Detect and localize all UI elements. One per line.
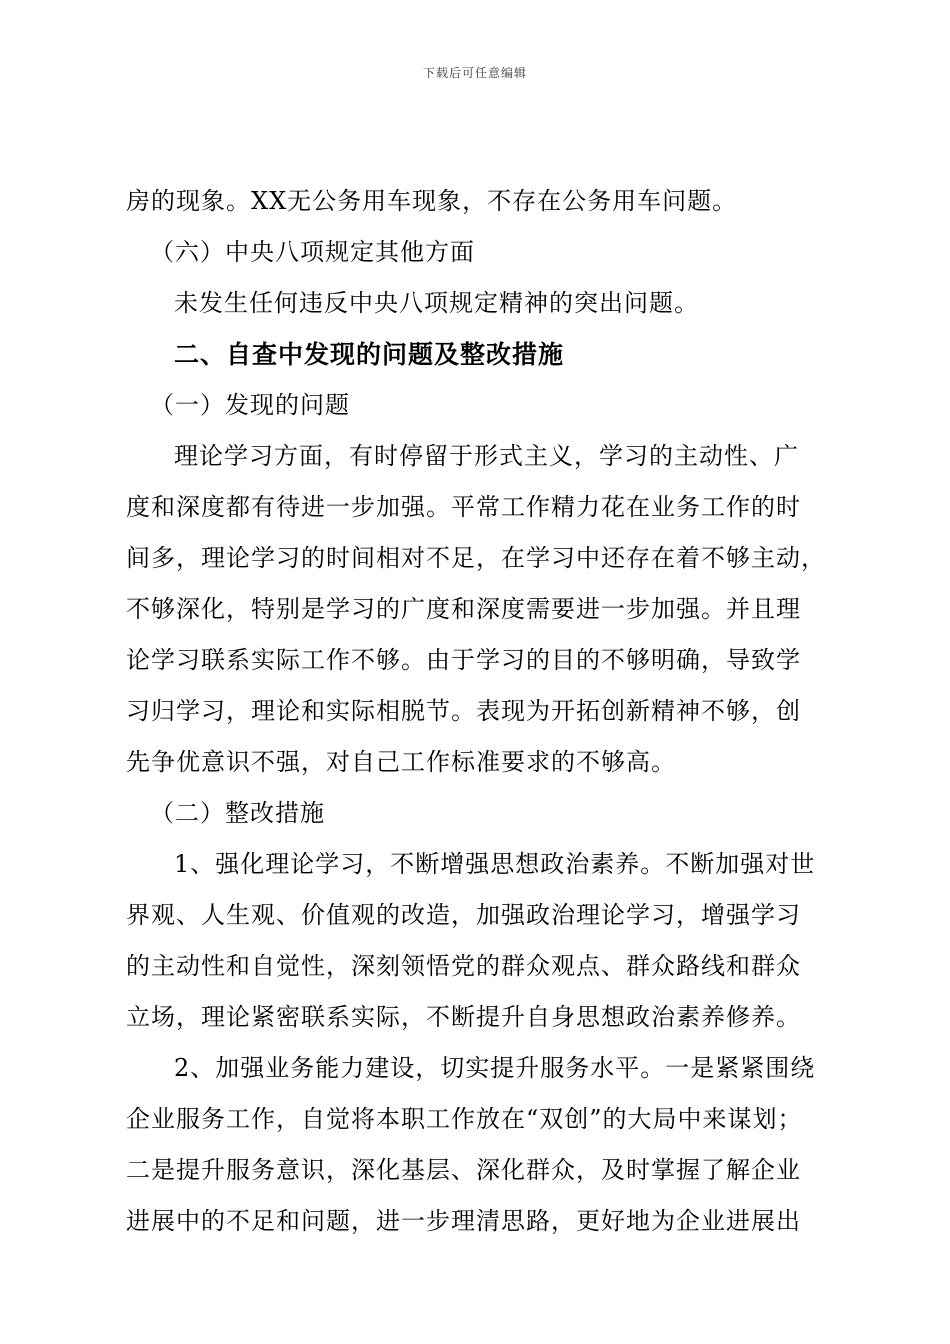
page-header-note: 下载后可任意编辑 bbox=[422, 66, 527, 80]
text-line: （六）中央八项规定其他方面 bbox=[150, 238, 475, 266]
document-body bbox=[126, 176, 826, 1247]
text-line: 界观、人生观、价值观的改造，加强政治理论学习，增强学习 bbox=[126, 901, 801, 929]
text-line: （二）整改措施 bbox=[150, 799, 325, 827]
text-line: 先争优意识不强，对自己工作标准要求的不够高。 bbox=[126, 748, 676, 776]
text-line: 习归学习，理论和实际相脱节。表现为开拓创新精神不够，创 bbox=[126, 697, 801, 725]
section-heading: 二、自查中发现的问题及整改措施 bbox=[174, 340, 565, 369]
text-line: 立场，理论紧密联系实际，不断提升自身思想政治素养修养。 bbox=[126, 1003, 801, 1031]
text-line: 间多，理论学习的时间相对不足，在学习中还存在着不够主动， bbox=[126, 544, 826, 572]
text-line: 不够深化，特别是学习的广度和深度需要进一步加强。并且理 bbox=[126, 595, 801, 623]
text-line: 企业服务工作，自觉将本职工作放在“双创”的大局中来谋划； bbox=[126, 1105, 803, 1133]
text-line: 的主动性和自觉性，深刻领悟党的群众观点、群众路线和群众 bbox=[126, 952, 801, 980]
text-line: 理论学习方面，有时停留于形式主义，学习的主动性、广 bbox=[174, 442, 799, 470]
text-line: 二是提升服务意识，深化基层、深化群众，及时掌握了解企业 bbox=[126, 1156, 801, 1184]
text-line: 房的现象。XX无公务用车现象，不存在公务用车问题。 bbox=[126, 187, 738, 215]
text-line: 度和深度都有待进一步加强。平常工作精力花在业务工作的时 bbox=[126, 493, 801, 521]
text-line: 2、加强业务能力建设，切实提升服务水平。一是紧紧围绕 bbox=[174, 1054, 816, 1082]
text-line: 进展中的不足和问题，进一步理清思路，更好地为企业进展出 bbox=[126, 1207, 801, 1235]
text-line: （一）发现的问题 bbox=[150, 391, 350, 419]
text-line: 论学习联系实际工作不够。由于学习的目的不够明确，导致学 bbox=[126, 646, 801, 674]
text-line: 未发生任何违反中央八项规定精神的突出问题。 bbox=[174, 289, 699, 317]
text-line: 1、强化理论学习，不断增强思想政治素养。不断加强对世 bbox=[174, 850, 816, 878]
